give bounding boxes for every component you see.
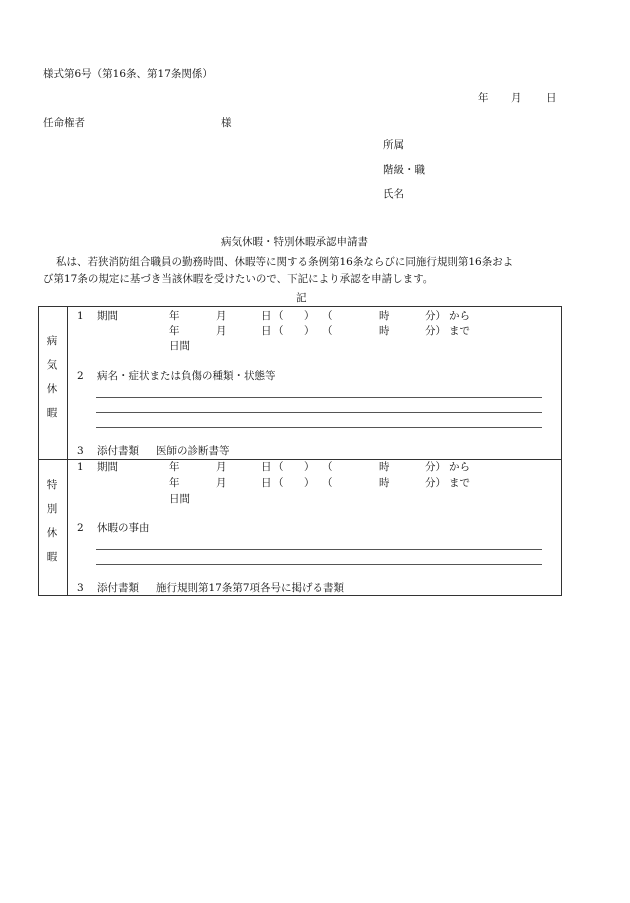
special-item1-number: 1 xyxy=(77,461,84,473)
sick-to-paren-open-2: （ xyxy=(322,325,333,337)
form-number: 様式第6号（第16条、第17条関係） xyxy=(43,68,213,80)
special-item3-number: 3 xyxy=(77,582,84,594)
sick-label-char-3: 休 xyxy=(46,383,58,395)
sick-to-minute: 分） xyxy=(425,325,446,337)
sick-label-char-2: 気 xyxy=(46,359,58,371)
special-to-minute: 分） xyxy=(425,477,446,489)
special-to-hour: 時 xyxy=(379,477,390,489)
sick-days-label: 日間 xyxy=(169,340,190,352)
special-item2-label: 休暇の事由 xyxy=(97,522,150,534)
special-from-hour: 時 xyxy=(379,461,390,473)
ki-heading: 記 xyxy=(296,292,307,304)
special-from-paren-open: （ xyxy=(273,461,284,473)
special-days-label: 日間 xyxy=(169,493,190,505)
sick-from-hour: 時 xyxy=(379,310,390,322)
sick-item2-label: 病名・症状または負傷の種類・状態等 xyxy=(97,370,276,382)
sick-to-paren-close: ） xyxy=(304,325,315,337)
date-year-label: 年 xyxy=(478,92,489,104)
body-line-2: び第17条の規定に基づき当該休暇を受けたいので、下記により承認を申請します。 xyxy=(43,273,434,285)
special-item2-number: 2 xyxy=(77,522,84,534)
special-from-minute: 分） xyxy=(425,461,446,473)
affiliation-label: 所属 xyxy=(383,139,404,151)
sick-label-char-4: 暇 xyxy=(46,407,58,419)
sick-item3-label: 添付書類 xyxy=(97,445,139,457)
special-item1-label: 期間 xyxy=(97,461,118,473)
sick-reason-line-3 xyxy=(96,427,542,428)
special-label-char-3: 休 xyxy=(46,527,58,539)
addressee-honorific: 様 xyxy=(221,117,232,129)
special-from-year: 年 xyxy=(169,461,180,473)
special-label-char-1: 特 xyxy=(46,479,58,491)
sick-from-suffix: から xyxy=(449,310,470,322)
special-from-suffix: から xyxy=(449,461,470,473)
sick-to-year: 年 xyxy=(169,325,180,337)
sick-item3-number: 3 xyxy=(77,445,84,457)
sick-reason-line-1 xyxy=(96,397,542,398)
sick-item1-label: 期間 xyxy=(97,310,118,322)
sick-from-year: 年 xyxy=(169,310,180,322)
sick-to-paren-open: （ xyxy=(273,325,284,337)
sick-to-day: 日 xyxy=(261,325,272,337)
sick-from-minute: 分） xyxy=(425,310,446,322)
sick-to-suffix: まで xyxy=(449,325,470,337)
special-to-paren-open-2: （ xyxy=(322,477,333,489)
special-reason-line-1 xyxy=(96,549,542,550)
sick-from-month: 月 xyxy=(216,310,227,322)
rank-label: 階級・職 xyxy=(383,164,425,176)
special-to-day: 日 xyxy=(261,477,272,489)
special-item3-value: 施行規則第17条第7項各号に掲げる書類 xyxy=(156,582,345,594)
special-item3-label: 添付書類 xyxy=(97,582,139,594)
sick-from-paren-open: （ xyxy=(273,310,284,322)
special-from-paren-open-2: （ xyxy=(322,461,333,473)
sick-reason-line-2 xyxy=(96,412,542,413)
special-from-paren-close: ） xyxy=(304,461,315,473)
label-column-divider xyxy=(67,307,68,595)
special-label-char-2: 別 xyxy=(46,503,58,515)
sick-item2-number: 2 xyxy=(77,370,84,382)
special-from-day: 日 xyxy=(261,461,272,473)
special-to-suffix: まで xyxy=(449,477,470,489)
name-label: 氏名 xyxy=(383,188,404,200)
sick-from-day: 日 xyxy=(261,310,272,322)
date-day-label: 日 xyxy=(546,92,557,104)
date-month-label: 月 xyxy=(511,92,522,104)
document-title: 病気休暇・特別休暇承認申請書 xyxy=(221,236,368,248)
sick-item1-number: 1 xyxy=(77,310,84,322)
special-to-paren-open: （ xyxy=(273,477,284,489)
sick-to-hour: 時 xyxy=(379,325,390,337)
special-from-month: 月 xyxy=(216,461,227,473)
sick-label-char-1: 病 xyxy=(46,335,58,347)
special-to-paren-close: ） xyxy=(304,477,315,489)
special-to-year: 年 xyxy=(169,477,180,489)
leave-table xyxy=(38,306,562,596)
special-to-month: 月 xyxy=(216,477,227,489)
special-reason-line-2 xyxy=(96,564,542,565)
body-line-1: 私は、若狭消防組合職員の勤務時間、休暇等に関する条例第16条ならびに同施行規則第16条およ xyxy=(56,256,514,268)
sick-from-paren-open-2: （ xyxy=(322,310,333,322)
sick-item3-value: 医師の診断書等 xyxy=(156,445,230,457)
sick-to-month: 月 xyxy=(216,325,227,337)
sick-from-paren-close: ） xyxy=(304,310,315,322)
special-label-char-4: 暇 xyxy=(46,551,58,563)
addressee-label: 任命権者 xyxy=(43,117,85,129)
